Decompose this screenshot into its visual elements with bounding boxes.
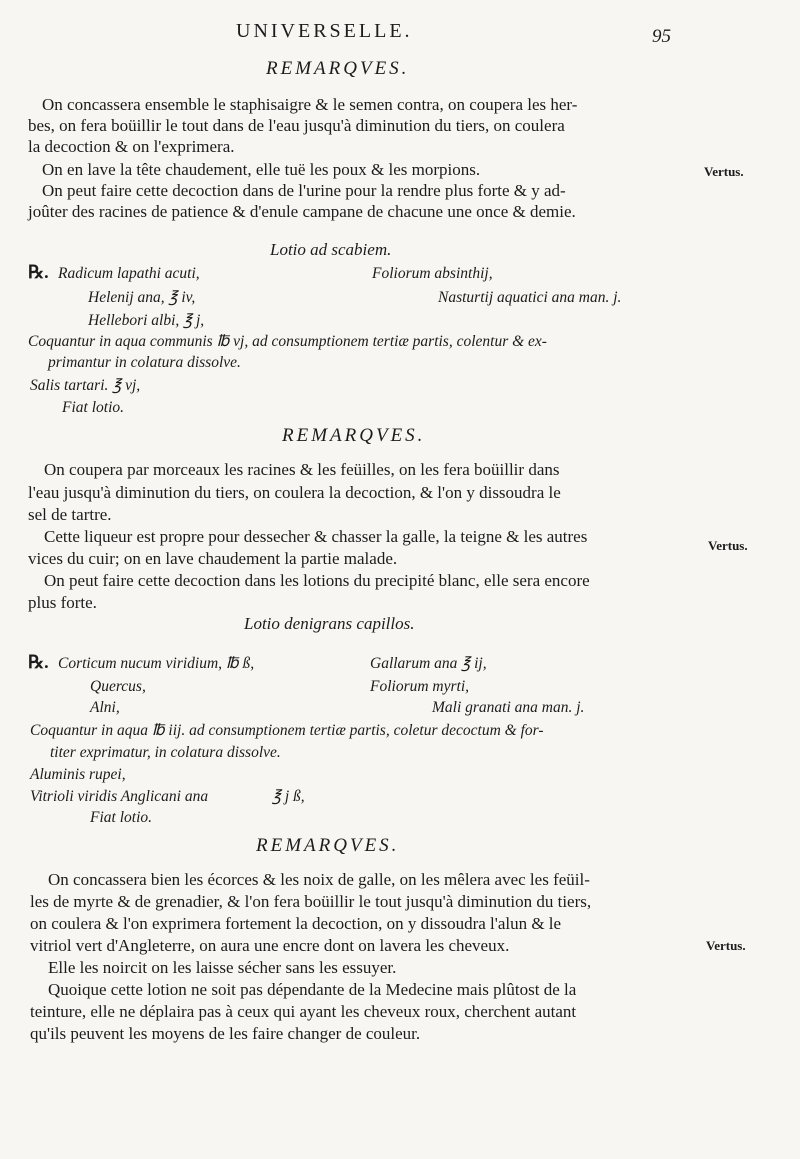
paragraph-line: teinture, elle ne déplaira pas à ceux qui ayant les cheveux roux, cherchent autant <box>30 1002 577 1021</box>
paragraph-line: bes, on fera boüillir le tout dans de l'eau jusqu'à diminution du tiers, on coulera <box>28 116 565 135</box>
recipe-ingredient: Aluminis rupei, <box>30 766 126 783</box>
recipe-ingredient: Alni, <box>90 699 120 716</box>
recipe-title-1: Lotio ad scabiem. <box>270 240 392 259</box>
recipe-ingredient: Helenij ana, ℥ iv, <box>88 289 196 306</box>
recipe-instruction: titer exprimatur, in colatura dissolve. <box>50 744 281 761</box>
paragraph-line: On concassera ensemble le staphisaigre & le semen contra, on coupera les her- <box>42 95 578 114</box>
page-number: 95 <box>652 26 671 47</box>
running-head: UNIVERSELLE. <box>236 20 413 42</box>
recipe-symbol: ℞. <box>28 262 49 282</box>
paragraph-line: On en lave la tête chaudement, elle tuë les poux & les morpions. <box>42 160 481 179</box>
remarques-heading-1: REMARQVES. <box>266 58 410 79</box>
recipe-instruction: Coquantur in aqua communis ℔ vj, ad consumptionem tertiæ partis, colentur & ex- <box>28 333 547 350</box>
margin-note-vertus: Vertus. <box>708 538 748 553</box>
recipe-ingredient: Foliorum absinthij, <box>372 265 493 282</box>
recipe-ingredient: Quercus, <box>90 678 146 695</box>
paragraph-line: plus forte. <box>28 593 97 612</box>
margin-note-vertus: Vertus. <box>706 938 746 953</box>
recipe-ingredient: Gallarum ana ℥ ij, <box>370 655 487 672</box>
paragraph-line: on coulera & l'on exprimera fortement la decoction, on y dissoudra l'alun & le <box>30 914 562 933</box>
paragraph-line: vitriol vert d'Angleterre, on aura une encre dont on lavera les cheveux. <box>30 936 510 955</box>
paragraph-line: joûter des racines de patience & d'enule campane de chacune une once & demie. <box>28 202 576 221</box>
recipe-ingredient: Radicum lapathi acuti, <box>58 265 200 282</box>
recipe-ingredient: Foliorum myrti, <box>370 678 470 695</box>
paragraph-line: On peut faire cette decoction dans de l'urine pour la rendre plus forte & y ad- <box>42 181 566 200</box>
paragraph-line: On peut faire cette decoction dans les lotions du precipité blanc, elle sera encore <box>44 571 590 590</box>
recipe-instruction: Coquantur in aqua ℔ iij. ad consumptionem tertiæ partis, coletur decoctum & for- <box>30 722 544 739</box>
recipe-ingredient: Nasturtij aquatici ana man. j. <box>438 289 622 306</box>
paragraph-line: Quoique cette lotion ne soit pas dépendante de la Medecine mais plûtost de la <box>48 980 577 999</box>
paragraph-line: qu'ils peuvent les moyens de les faire changer de couleur. <box>30 1024 421 1043</box>
recipe-instruction: Fiat lotio. <box>90 809 152 826</box>
paragraph-line: Elle les noircit on les laisse sécher sans les essuyer. <box>48 958 397 977</box>
remarques-heading-3: REMARQVES. <box>256 835 400 856</box>
remarques-heading-2: REMARQVES. <box>282 425 426 446</box>
paragraph-line: vices du cuir; on en lave chaudement la partie malade. <box>28 549 398 568</box>
recipe-quantity: ℥ j ß, <box>272 788 305 805</box>
recipe-symbol: ℞. <box>28 652 49 672</box>
recipe-ingredient: Salis tartari. ℥ vj, <box>30 377 141 394</box>
recipe-instruction: primantur in colatura dissolve. <box>48 354 241 371</box>
paragraph-line: Cette liqueur est propre pour dessecher & chasser la galle, la teigne & les autres <box>44 527 588 546</box>
paragraph-line: sel de tartre. <box>28 505 112 524</box>
margin-note-vertus: Vertus. <box>704 164 744 179</box>
recipe-ingredient: Corticum nucum viridium, ℔ ß, <box>58 655 255 672</box>
recipe-instruction: Fiat lotio. <box>62 399 124 416</box>
recipe-ingredient: Mali granati ana man. j. <box>432 699 585 716</box>
recipe-title-2: Lotio denigrans capillos. <box>244 614 415 633</box>
paragraph-line: les de myrte & de grenadier, & l'on fera boüillir le tout jusqu'à diminution du tiers, <box>30 892 592 911</box>
paragraph-line: la decoction & on l'exprimera. <box>28 137 235 156</box>
recipe-ingredient: Hellebori albi, ℥ j, <box>88 312 205 329</box>
paragraph-line: On concassera bien les écorces & les noix de galle, on les mêlera avec les feüil- <box>48 870 590 889</box>
recipe-ingredient: Vitrioli viridis Anglicani ana <box>30 788 209 805</box>
paragraph-line: On coupera par morceaux les racines & les feüilles, on les fera boüillir dans <box>44 460 560 479</box>
paragraph-line: l'eau jusqu'à diminution du tiers, on coulera la decoction, & l'on y dissoudra le <box>28 483 561 502</box>
